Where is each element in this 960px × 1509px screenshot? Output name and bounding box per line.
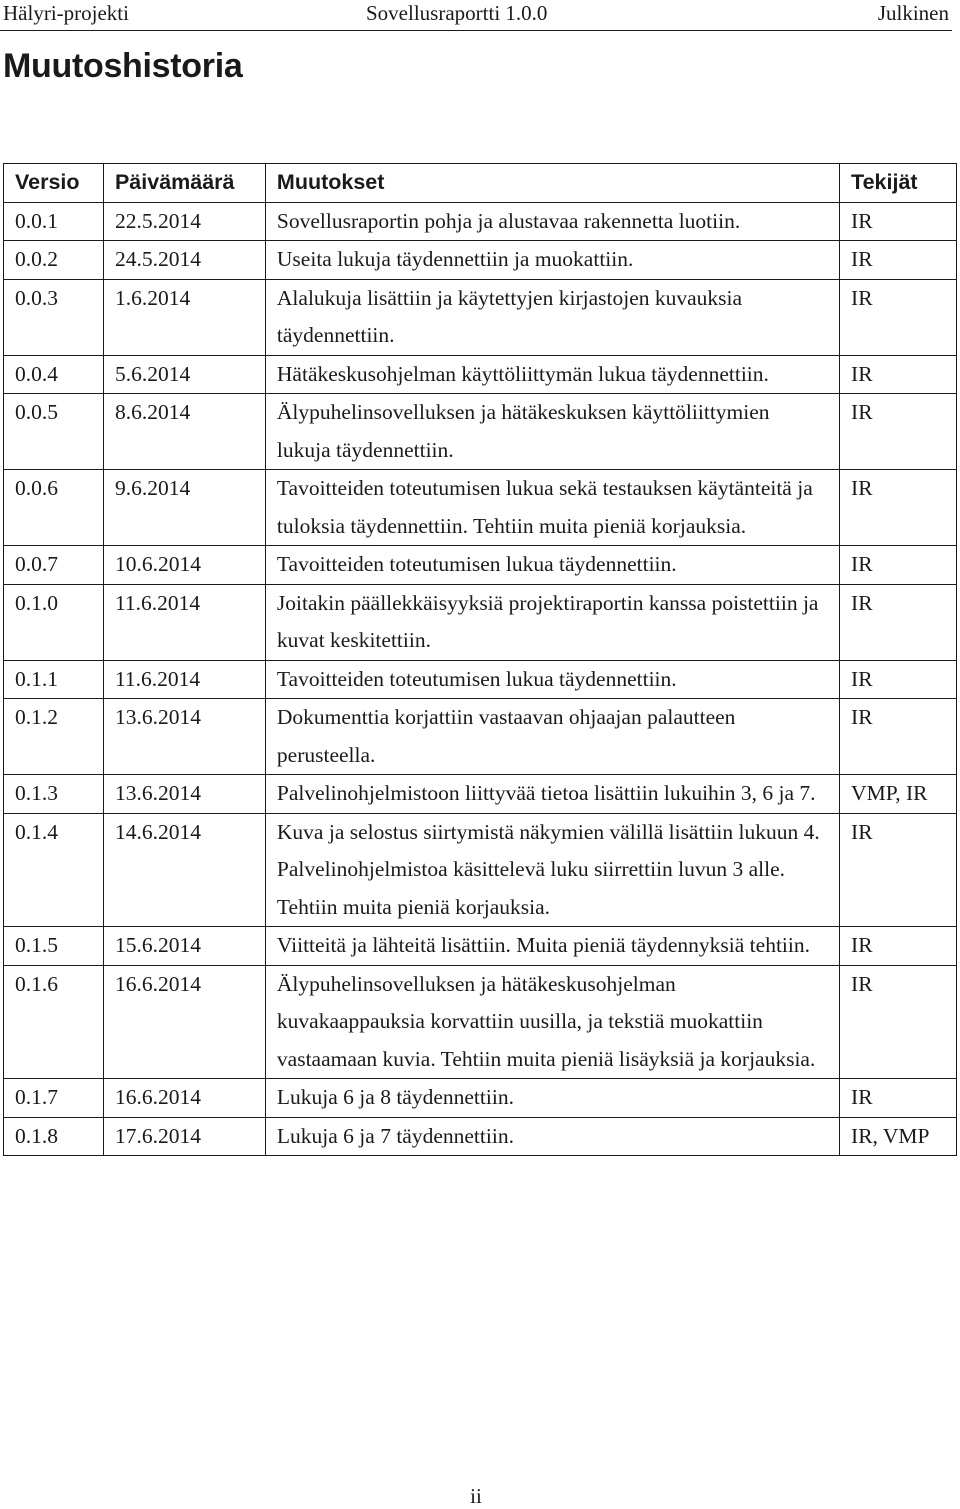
section-title: Muutoshistoria: [3, 47, 243, 85]
column-header-version: Versio: [4, 164, 104, 203]
table-row: [4, 927, 957, 966]
version-cell: 0.0.6: [4, 470, 104, 546]
date-cell: 8.6.2014: [103, 394, 265, 470]
authors-cell: IR: [840, 470, 957, 546]
authors-cell: VMP, IR: [840, 775, 957, 814]
date-cell: 24.5.2014: [103, 241, 265, 280]
authors-cell: IR: [840, 202, 957, 241]
table-row: [4, 775, 957, 814]
changes-cell: Viitteitä ja lähteitä lisättiin. Muita pieniä täydennyksiä tehtiin.: [265, 927, 839, 966]
changes-cell: Dokumenttia korjattiin vastaavan ohjaajan palautteen perusteella.: [265, 699, 839, 775]
date-cell: 1.6.2014: [103, 279, 265, 355]
version-cell: 0.1.3: [4, 775, 104, 814]
date-cell: 16.6.2014: [103, 1079, 265, 1118]
version-cell: 0.0.1: [4, 202, 104, 241]
authors-cell: IR, VMP: [840, 1117, 957, 1156]
table-row: [4, 660, 957, 699]
header-classification: Julkinen: [877, 1, 949, 25]
changes-cell: Useita lukuja täydennettiin ja muokattiin.: [265, 241, 839, 280]
date-cell: 16.6.2014: [103, 965, 265, 1079]
running-header: [0, 0, 960, 30]
changes-cell: Älypuhelinsovelluksen ja hätäkeskuksen käyttöliittymien lukuja täydennettiin.: [265, 394, 839, 470]
date-cell: 9.6.2014: [103, 470, 265, 546]
table-row: [4, 355, 957, 394]
changes-cell: Tavoitteiden toteutumisen lukua täydennettiin.: [265, 660, 839, 699]
version-cell: 0.0.2: [4, 241, 104, 280]
authors-cell: IR: [840, 355, 957, 394]
table-row: [4, 394, 957, 470]
authors-cell: IR: [840, 241, 957, 280]
version-cell: 0.0.3: [4, 279, 104, 355]
version-cell: 0.1.1: [4, 660, 104, 699]
header-rule: [0, 30, 952, 31]
version-cell: 0.0.7: [4, 546, 104, 585]
page-number: ii: [470, 1484, 482, 1508]
table-row: [4, 546, 957, 585]
table-row: [4, 241, 957, 280]
authors-cell: IR: [840, 546, 957, 585]
authors-cell: IR: [840, 927, 957, 966]
authors-cell: IR: [840, 813, 957, 927]
changes-cell: Palvelinohjelmistoon liittyvää tietoa lisättiin lukuihin 3, 6 ja 7.: [265, 775, 839, 814]
version-cell: 0.1.2: [4, 699, 104, 775]
table-header-row: [4, 164, 957, 203]
table-row: [4, 470, 957, 546]
authors-cell: IR: [840, 584, 957, 660]
date-cell: 15.6.2014: [103, 927, 265, 966]
changes-cell: Hätäkeskusohjelman käyttöliittymän lukua täydennettiin.: [265, 355, 839, 394]
date-cell: 17.6.2014: [103, 1117, 265, 1156]
table-body: [4, 202, 957, 1156]
authors-cell: IR: [840, 699, 957, 775]
header-document-title: Sovellusraportti 1.0.0: [366, 1, 548, 25]
column-header-authors: Tekijät: [840, 164, 957, 203]
version-cell: 0.0.5: [4, 394, 104, 470]
version-cell: 0.1.0: [4, 584, 104, 660]
change-history-table: [3, 163, 957, 1156]
authors-cell: IR: [840, 279, 957, 355]
table-row: [4, 202, 957, 241]
date-cell: 13.6.2014: [103, 775, 265, 814]
table-row: [4, 279, 957, 355]
changes-cell: Lukuja 6 ja 7 täydennettiin.: [265, 1117, 839, 1156]
version-cell: 0.1.8: [4, 1117, 104, 1156]
column-header-date: Päivämäärä: [103, 164, 265, 203]
date-cell: 14.6.2014: [103, 813, 265, 927]
changes-cell: Lukuja 6 ja 8 täydennettiin.: [265, 1079, 839, 1118]
changes-cell: Kuva ja selostus siirtymistä näkymien välillä lisättiin lukuun 4. Palvelinohjelmistoa käsittelevä luku siirrettiin luvun 3 alle. Tehtiin muita pieniä korjauksia.: [265, 813, 839, 927]
version-cell: 0.1.5: [4, 927, 104, 966]
table-row: [4, 699, 957, 775]
changes-cell: Sovellusraportin pohja ja alustavaa rakennetta luotiin.: [265, 202, 839, 241]
column-header-changes: Muutokset: [265, 164, 839, 203]
changes-cell: Alalukuja lisättiin ja käytettyjen kirjastojen kuvauksia täydennettiin.: [265, 279, 839, 355]
changes-cell: Älypuhelinsovelluksen ja hätäkeskusohjelman kuvakaappauksia korvattiin uusilla, ja tekstiä muokattiin vastaamaan kuvia. Tehtiin muita pieniä lisäyksiä ja korjauksia.: [265, 965, 839, 1079]
authors-cell: IR: [840, 660, 957, 699]
version-cell: 0.1.4: [4, 813, 104, 927]
date-cell: 13.6.2014: [103, 699, 265, 775]
date-cell: 5.6.2014: [103, 355, 265, 394]
table-row: [4, 965, 957, 1079]
version-cell: 0.0.4: [4, 355, 104, 394]
authors-cell: IR: [840, 394, 957, 470]
table-row: [4, 584, 957, 660]
changes-cell: Joitakin päällekkäisyyksiä projektiraportin kanssa poistettiin ja kuvat keskitettiin.: [265, 584, 839, 660]
date-cell: 22.5.2014: [103, 202, 265, 241]
date-cell: 10.6.2014: [103, 546, 265, 585]
changes-cell: Tavoitteiden toteutumisen lukua täydennettiin.: [265, 546, 839, 585]
table-row: [4, 1117, 957, 1156]
changes-cell: Tavoitteiden toteutumisen lukua sekä testauksen käytänteitä ja tuloksia täydennettiin. Tehtiin muita pieniä korjauksia.: [265, 470, 839, 546]
authors-cell: IR: [840, 965, 957, 1079]
authors-cell: IR: [840, 1079, 957, 1118]
header-project-name: Hälyri-projekti: [3, 1, 129, 25]
date-cell: 11.6.2014: [103, 660, 265, 699]
version-cell: 0.1.6: [4, 965, 104, 1079]
table-row: [4, 1079, 957, 1118]
table-row: [4, 813, 957, 927]
version-cell: 0.1.7: [4, 1079, 104, 1118]
date-cell: 11.6.2014: [103, 584, 265, 660]
